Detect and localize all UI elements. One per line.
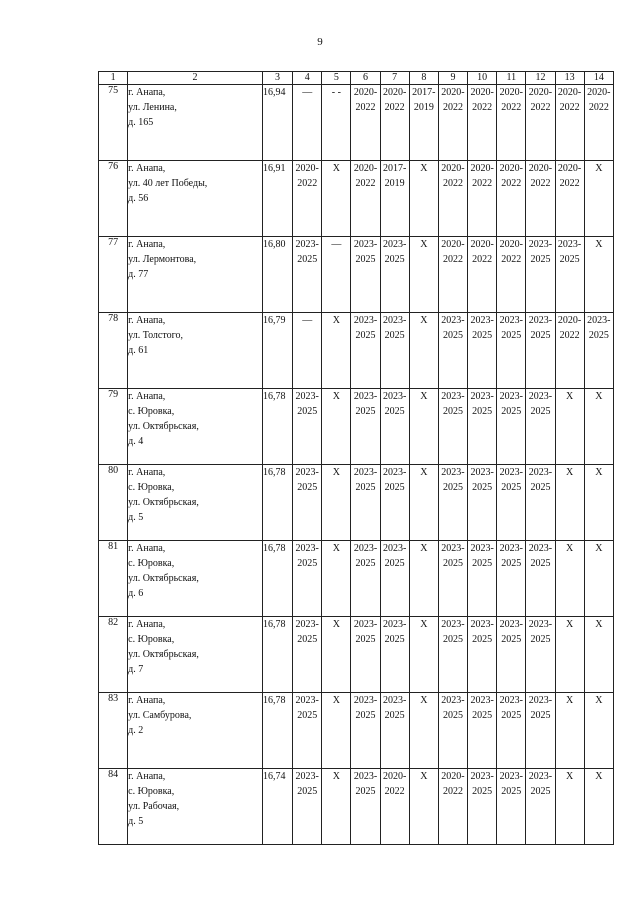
row-number: 84 [99,769,128,845]
value-cell: 16,78 [262,541,292,617]
address-line: г. Анапа, [128,315,166,326]
address-line: д. 7 [128,664,144,675]
row-number: 79 [99,389,128,465]
period-cell: — [322,237,351,313]
period-cell: 2023- 2025 [438,617,467,693]
period-cell: 2020- 2022 [468,85,497,161]
period-cell: 2023- 2025 [293,769,322,845]
period-cell: Х [322,465,351,541]
row-number: 77 [99,237,128,313]
period-cell: 2023- 2025 [526,465,555,541]
value-cell: 16,78 [262,389,292,465]
period-cell: 2020- 2022 [351,85,380,161]
period-cell: 2023- 2025 [555,237,584,313]
period-cell: Х [584,389,613,465]
row-number: 75 [99,85,128,161]
address-cell [128,617,263,693]
period-cell: Х [584,617,613,693]
period-cell: 2023- 2025 [526,617,555,693]
address-line: с. Юровка, [128,482,175,493]
column-header: 11 [497,72,526,85]
row-number: 82 [99,617,128,693]
address-line: г. Анапа, [128,87,166,98]
table-row [99,541,614,617]
period-cell: 2020- 2022 [438,237,467,313]
address-line: ул. Октябрьская, [128,421,199,432]
period-cell: 2023- 2025 [526,541,555,617]
period-cell: - - [322,85,351,161]
address-line: ул. Ленина, [128,102,177,113]
period-cell: Х [322,617,351,693]
period-cell: 2020- 2022 [438,769,467,845]
address-line: г. Анапа, [128,467,166,478]
period-cell: Х [555,617,584,693]
value-cell: 16,78 [262,693,292,769]
period-cell: Х [409,541,438,617]
address-line: с. Юровка, [128,558,175,569]
period-cell: Х [555,389,584,465]
period-cell: 2023- 2025 [351,617,380,693]
table-row [99,237,614,313]
period-cell: 2023- 2025 [497,465,526,541]
value-cell: 16,91 [262,161,292,237]
value-cell: 16,74 [262,769,292,845]
period-cell: 2023- 2025 [584,313,613,389]
period-cell: 2023- 2025 [438,313,467,389]
address-line: ул. Октябрьская, [128,573,199,584]
period-cell: Х [555,541,584,617]
period-cell: 2020- 2022 [497,161,526,237]
period-cell: 2023- 2025 [380,541,409,617]
table-row [99,465,614,541]
column-header: 9 [438,72,467,85]
period-cell: 2023- 2025 [351,237,380,313]
value-cell: 16,78 [262,617,292,693]
address-line: ул. 40 лет Победы, [128,178,208,189]
period-cell: 2023- 2025 [293,237,322,313]
period-cell: 2023- 2025 [351,541,380,617]
address-line: г. Анапа, [128,163,166,174]
period-cell: 2023- 2025 [468,389,497,465]
column-header: 6 [351,72,380,85]
address-cell [128,541,263,617]
address-cell [128,769,263,845]
address-line: с. Юровка, [128,406,175,417]
period-cell: Х [322,313,351,389]
period-cell: 2023- 2025 [351,769,380,845]
address-line: г. Анапа, [128,619,166,630]
period-cell: 2023- 2025 [497,769,526,845]
period-cell: — [293,313,322,389]
table-row [99,161,614,237]
address-line: д. 56 [128,193,149,204]
period-cell: 2023- 2025 [468,693,497,769]
row-number: 80 [99,465,128,541]
period-cell: Х [555,769,584,845]
address-cell [128,85,263,161]
period-cell: Х [409,313,438,389]
period-cell: 2023- 2025 [526,237,555,313]
address-line: д. 165 [128,117,154,128]
address-line: ул. Рабочая, [128,801,180,812]
period-cell: 2023- 2025 [293,465,322,541]
column-header: 3 [262,72,292,85]
address-line: ул. Толстого, [128,330,183,341]
period-cell: 2023- 2025 [351,465,380,541]
period-cell: 2023- 2025 [497,389,526,465]
table-row [99,85,614,161]
period-cell: 2020- 2022 [293,161,322,237]
column-number-row [99,72,614,85]
address-cell [128,465,263,541]
period-cell: 2023- 2025 [526,389,555,465]
period-cell: Х [409,769,438,845]
period-cell: 2020- 2022 [555,85,584,161]
period-cell: 2023- 2025 [526,693,555,769]
period-cell: 2023- 2025 [468,769,497,845]
period-cell: Х [555,465,584,541]
address-line: д. 4 [128,436,144,447]
period-cell: 2020- 2022 [380,85,409,161]
column-header: 14 [584,72,613,85]
period-cell: 2020- 2022 [526,161,555,237]
column-header: 1 [99,72,128,85]
period-cell: 2023- 2025 [293,389,322,465]
value-cell: 16,78 [262,465,292,541]
period-cell: 2023- 2025 [468,465,497,541]
period-cell: 2023- 2025 [380,693,409,769]
period-cell: 2020- 2022 [468,161,497,237]
period-cell: 2017- 2019 [380,161,409,237]
address-line: ул. Самбурова, [128,710,192,721]
address-cell [128,161,263,237]
address-line: г. Анапа, [128,391,166,402]
period-cell: 2023- 2025 [468,313,497,389]
table-row [99,693,614,769]
period-cell: 2023- 2025 [526,769,555,845]
period-cell: 2023- 2025 [526,313,555,389]
period-cell: 2020- 2022 [555,313,584,389]
address-line: д. 6 [128,588,144,599]
value-cell: 16,80 [262,237,292,313]
period-cell: Х [409,161,438,237]
period-cell: 2023- 2025 [380,617,409,693]
period-cell: Х [584,237,613,313]
period-cell: 2020- 2022 [526,85,555,161]
table-row [99,389,614,465]
period-cell: 2023- 2025 [293,617,322,693]
period-cell: Х [584,693,613,769]
address-line: г. Анапа, [128,543,166,554]
address-cell [128,237,263,313]
table-row [99,769,614,845]
period-cell: Х [584,161,613,237]
address-line: д. 2 [128,725,144,736]
period-cell: 2020- 2022 [438,161,467,237]
period-cell: Х [409,237,438,313]
address-line: д. 61 [128,345,149,356]
row-number: 76 [99,161,128,237]
page-number: 9 [317,36,323,48]
period-cell: Х [584,541,613,617]
period-cell: 2023- 2025 [438,541,467,617]
column-header: 8 [409,72,438,85]
row-number: 81 [99,541,128,617]
address-line: д. 5 [128,512,144,523]
period-cell: 2023- 2025 [497,617,526,693]
address-line: с. Юровка, [128,786,175,797]
period-cell: 2023- 2025 [438,465,467,541]
address-line: ул. Октябрьская, [128,497,199,508]
period-cell: 2023- 2025 [438,389,467,465]
housing-schedule-table [98,71,614,845]
address-line: г. Анапа, [128,695,166,706]
value-cell: 16,94 [262,85,292,161]
column-header: 5 [322,72,351,85]
period-cell: Х [409,617,438,693]
address-cell [128,313,263,389]
row-number: 83 [99,693,128,769]
period-cell: 2023- 2025 [497,313,526,389]
address-line: г. Анапа, [128,771,166,782]
period-cell: 2020- 2022 [468,237,497,313]
address-line: с. Юровка, [128,634,175,645]
address-cell [128,389,263,465]
address-line: ул. Октябрьская, [128,649,199,660]
period-cell: Х [322,541,351,617]
address-line: г. Анапа, [128,239,166,250]
period-cell: — [293,85,322,161]
column-header: 12 [526,72,555,85]
table-row [99,617,614,693]
period-cell: 2023- 2025 [351,693,380,769]
row-number: 78 [99,313,128,389]
period-cell: 2023- 2025 [293,541,322,617]
column-header: 4 [293,72,322,85]
period-cell: 2023- 2025 [351,313,380,389]
address-line: ул. Лермонтова, [128,254,197,265]
period-cell: Х [584,465,613,541]
period-cell: Х [584,769,613,845]
period-cell: 2020- 2022 [555,161,584,237]
period-cell: Х [322,389,351,465]
period-cell: 2020- 2022 [497,237,526,313]
period-cell: Х [409,465,438,541]
column-header: 10 [468,72,497,85]
period-cell: 2023- 2025 [380,313,409,389]
period-cell: Х [322,769,351,845]
period-cell: Х [409,693,438,769]
period-cell: 2023- 2025 [380,389,409,465]
period-cell: 2023- 2025 [497,693,526,769]
period-cell: Х [409,389,438,465]
period-cell: 2023- 2025 [497,541,526,617]
period-cell: 2023- 2025 [438,693,467,769]
period-cell: 2020- 2022 [438,85,467,161]
column-header: 2 [128,72,263,85]
address-line: д. 5 [128,816,144,827]
period-cell: Х [555,693,584,769]
period-cell: 2023- 2025 [293,693,322,769]
period-cell: Х [322,693,351,769]
column-header: 13 [555,72,584,85]
period-cell: Х [322,161,351,237]
period-cell: 2023- 2025 [468,617,497,693]
period-cell: 2020- 2022 [497,85,526,161]
period-cell: 2023- 2025 [468,541,497,617]
value-cell: 16,79 [262,313,292,389]
period-cell: 2020- 2022 [351,161,380,237]
address-cell [128,693,263,769]
period-cell: 2023- 2025 [380,237,409,313]
table-row [99,313,614,389]
period-cell: 2020- 2022 [380,769,409,845]
period-cell: 2017- 2019 [409,85,438,161]
period-cell: 2020- 2022 [584,85,613,161]
period-cell: 2023- 2025 [351,389,380,465]
period-cell: 2023- 2025 [380,465,409,541]
column-header: 7 [380,72,409,85]
address-line: д. 77 [128,269,149,280]
